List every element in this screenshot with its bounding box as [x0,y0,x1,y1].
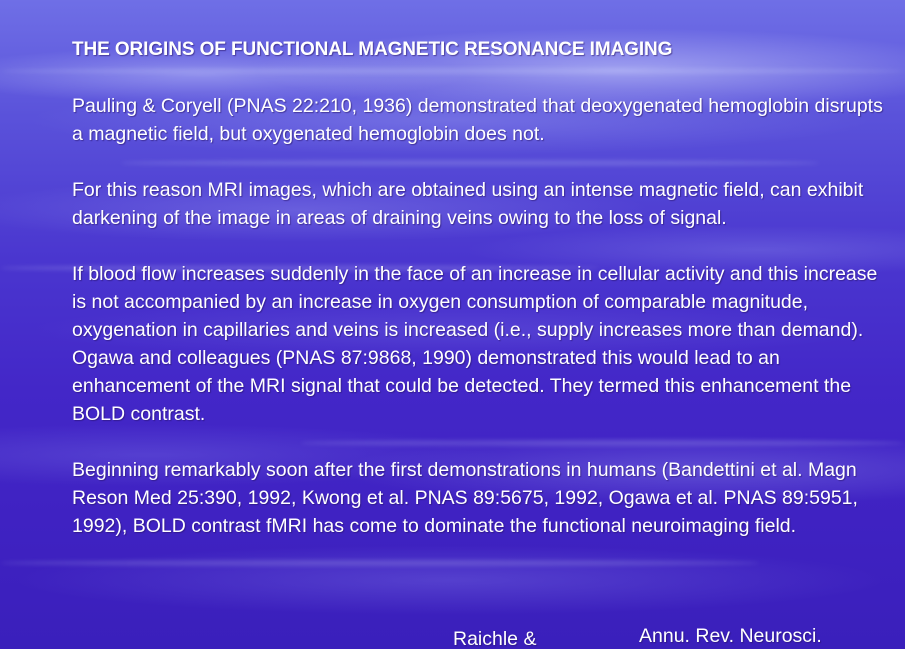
paragraph-pauling-coryell: Pauling & Coryell (PNAS 22:210, 1936) demonstrated that deoxygenated hemoglobin disrupts a magnetic field, but oxygenated hemoglobin does not. [72,95,883,145]
slide-title: THE ORIGINS OF FUNCTIONAL MAGNETIC RESONANCE IMAGING [72,39,673,60]
paragraph-fmri-dominance: Beginning remarkably soon after the first demonstrations in humans (Bandettini et al. Magn Reson Med 25:390, 1992, Kwong et al. PNAS 89:5675, 1992, Ogawa et al. PNAS 89:5951, 1992), BOLD contrast fMRI has come to dominate the functional neuroimaging field. [72,459,858,537]
paragraph-bold-contrast: If blood flow increases suddenly in the face of an increase in cellular activity and this increase is not accompanied by an increase in oxygen consumption of comparable magnitude, oxygenation in capillaries and veins is increased (i.e., supply increases more than demand). Ogawa and colleagues (PNAS 87:9868, 1990) demonstrated this would lead to an enhancement of the MRI signal that could be detected. They termed this enhancement the BOLD contrast. [72,263,878,425]
footer-journal: Annu. Rev. Neurosci. [639,625,822,647]
paragraph-mri-darkening: For this reason MRI images, which are obtained using an intense magnetic field, can exhibit darkening of the image in areas of draining veins owing to the loss of signal. [72,179,864,229]
footer-author: Raichle & [453,628,537,649]
slide-content [72,36,892,568]
